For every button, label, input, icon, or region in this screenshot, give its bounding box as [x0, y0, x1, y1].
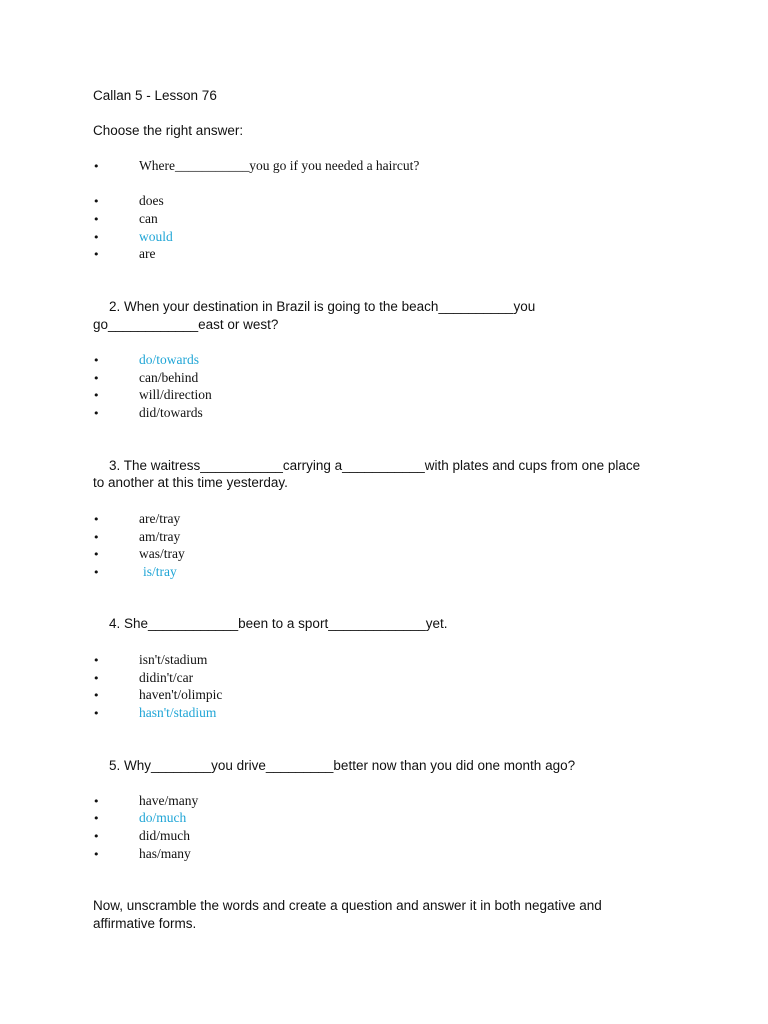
question-3-text-line-2: to another at this time yesterday. [93, 475, 288, 490]
question-4-option-3: haven't/olimpic [139, 687, 223, 702]
bullet: • [93, 213, 100, 226]
bullet: • [93, 513, 100, 526]
bullet: • [93, 231, 100, 244]
question-4-option-4-correct: hasn't/stadium [139, 705, 217, 720]
bullet: • [93, 689, 100, 702]
question-1-option-1: does [139, 193, 164, 208]
question-2-option-4: did/towards [139, 405, 203, 420]
bullet: • [93, 407, 100, 420]
question-2-option-1-correct: do/towards [139, 352, 199, 367]
question-5-option-3: did/much [139, 828, 190, 843]
question-5-option-1: have/many [139, 793, 199, 808]
question-1-option-2: can [139, 211, 158, 226]
question-1-option-4: are [139, 246, 156, 261]
instruction: Choose the right answer: [93, 123, 244, 138]
question-2-option-2: can/behind [139, 370, 199, 385]
bullet: • [93, 160, 100, 173]
question-3-option-4-correct: is/tray [143, 564, 177, 579]
question-3-option-1: are/tray [139, 511, 181, 526]
bullet: • [93, 389, 100, 402]
question-3-option-2: am/tray [139, 529, 181, 544]
question-5-option-4: has/many [139, 846, 191, 861]
bullet: • [93, 531, 100, 544]
question-5-option-2-correct: do/much [139, 810, 187, 825]
closing-instruction-line-2: affirmative forms. [93, 916, 197, 931]
bullet: • [93, 566, 100, 579]
bullet: • [93, 654, 100, 667]
closing-instruction-line-1: Now, unscramble the words and create a question and answer it in both negative and [93, 898, 602, 913]
question-2-option-3: will/direction [139, 387, 212, 402]
question-3-option-3: was/tray [139, 546, 185, 561]
bullet: • [93, 354, 100, 367]
question-1-text: Where___________you go if you needed a haircut? [139, 158, 420, 173]
bullet: • [93, 548, 100, 561]
bullet: • [93, 812, 100, 825]
bullet: • [93, 795, 100, 808]
question-4-option-1: isn't/stadium [139, 652, 208, 667]
bullet: • [93, 830, 100, 843]
question-2-text-line-2: go____________east or west? [93, 317, 279, 332]
bullet: • [93, 672, 100, 685]
bullet: • [93, 248, 100, 261]
bullet: • [93, 372, 100, 385]
bullet: • [93, 707, 100, 720]
question-5-text: 5. Why________you drive_________better now than you did one month ago? [109, 758, 576, 773]
bullet: • [93, 848, 100, 861]
question-2-text-line-1: 2. When your destination in Brazil is going to the beach__________you [109, 299, 536, 314]
document-title: Callan 5 - Lesson 76 [93, 88, 217, 103]
question-1-option-3-correct: would [139, 229, 173, 244]
question-4-option-2: didin't/car [139, 670, 194, 685]
question-4-text: 4. She____________been to a sport_____________yet. [109, 616, 448, 631]
question-3-text-line-1: 3. The waitress___________carrying a___________with plates and cups from one place [109, 458, 641, 473]
bullet: • [93, 195, 100, 208]
